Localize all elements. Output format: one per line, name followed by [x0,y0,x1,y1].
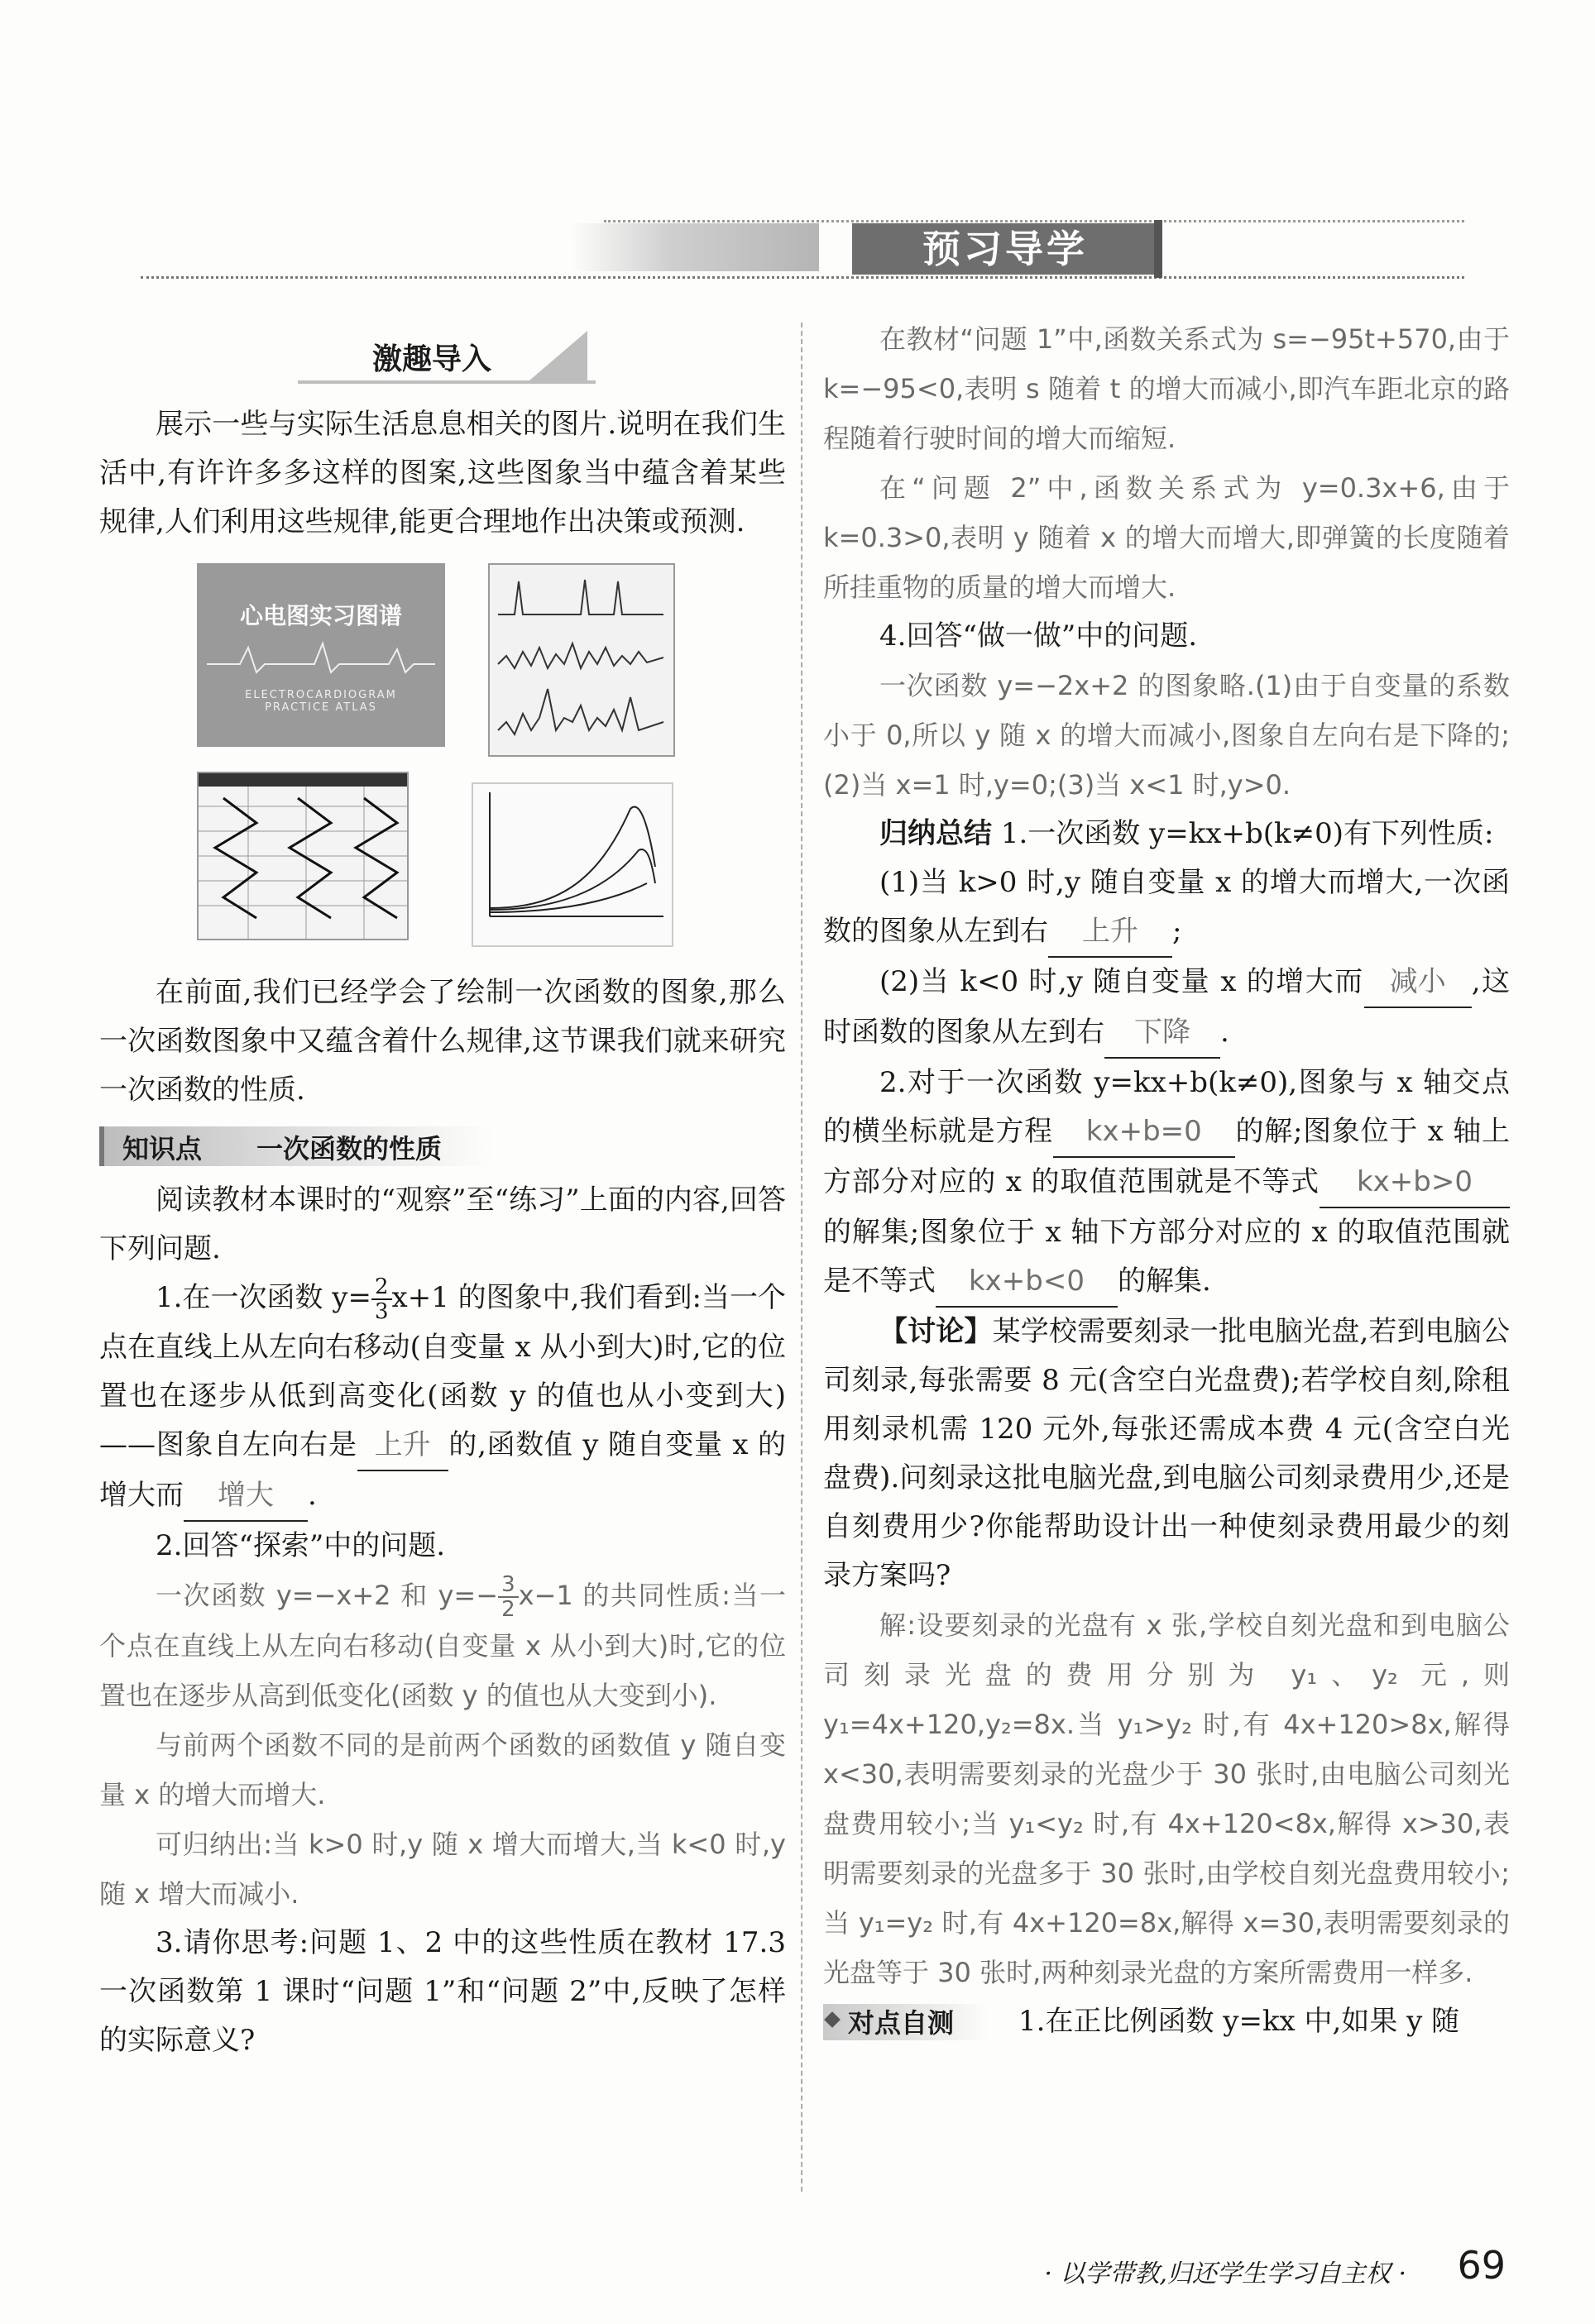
answer-4: 一次函数 y=−2x+2 的图象略.(1)由于自变量的系数小于 0,所以 y 随 x 的增大而减小,图象自左向右是下降的;(2)当 x=1 时,y=0;(3)当 x<1 时,y>0. [823,670,1510,801]
question-2: 2.回答“探索”中的问题. [156,1529,446,1562]
fraction-2-3: $\frac{2}{3}$ [371,1275,392,1323]
answer-blank-decrease[interactable]: 减小 [1364,958,1472,1008]
column-divider [801,323,802,2192]
self-test-row [823,1997,1510,2047]
summary-1a: (1)当 k>0 时,y 随自变量 x 的增大而增大,一次函数的图象从左到右 上升 ; [823,858,1510,958]
knowledge-point-heading [99,1123,786,1171]
footer-slogan: · 以学带教,归还学生学习自主权 · [1044,2259,1406,2288]
fig1-subtitle: ELECTROCARDIOGRAM PRACTICE ATLAS [245,689,397,714]
left-column [99,331,786,2065]
summary-1: 归纳总结 1.一次函数 y=kx+b(k≠0)有下列性质: [879,817,1494,850]
waveform-chart-image [488,563,675,757]
banner-rule [141,276,1464,279]
page-footer [927,2243,1506,2293]
answer-2-b: 与前两个函数不同的是前两个函数的函数值 y 随自变量 x 的增大而增大. [99,1729,786,1810]
discussion-label: 【讨论】 [879,1315,993,1348]
question-4: 4.回答“做一做”中的问题. [879,619,1198,653]
answer-blank-ineq-lt[interactable]: kx+b<0 [936,1257,1118,1308]
answer-2-a: 一次函数 y=−x+2 和 y=− $\frac{3}{2}$ x−1 的共同性质:当一个点在直线上从左向右移动(自变量 x 从小到大)时,它的位置也在逐步从高到低变化(函数 y 的值也从大变到小). [99,1572,786,1711]
answer-blank-fall[interactable]: 下降 [1104,1008,1220,1059]
ecg-trace [207,631,435,681]
fig1-title: 心电图实习图谱 [239,602,402,629]
front-paragraph: 在前面,我们已经学会了绘制一次函数的图象,那么一次函数图象中又蕴含着什么规律,这节课我们就来研究一次函数的性质. [99,976,786,1107]
kp-title: 一次函数的性质 [256,1133,443,1164]
figure-group [99,555,786,952]
ecg-book-cover-image [197,563,445,747]
kp-label: 知识点 [122,1133,203,1164]
answer-3-a: 在教材“问题 1”中,函数关系式为 s=−95t+570,由于 k=−95<0,表明 s 随着 t 的增大而减小,即汽车距北京的路程随着行驶时间的增大而缩短. [823,323,1510,454]
discussion-solution: 解:设要刻录的光盘有 x 张,学校自刻光盘和到电脑公司刻录光盘的费用分别为 y₁、y₂ 元,则 y₁=4x+120,y₂=8x.当 y₁>y₂ 时,有 4x+120>8x,解得 x<30,表明需要刻录的光盘少于 30 张时,由电脑公司刻光盘费用较小;当 y₁<y₂ 时,有 4x+120<8x,解得 x>30,表明需要刻录的光盘多于 30 张时,由学校自刻光盘费用较小;当 y₁=y₂ 时,有 4x+120=8x,解得 x=30,表明需要刻录的光盘等于 30 张时,两种刻录光盘的方案所需费用一样多. [823,1609,1510,1988]
self-test-question: 1.在正比例函数 y=kx 中,如果 y 随 [1018,2005,1460,2038]
answer-blank-rise[interactable]: 上升 [357,1421,448,1471]
scatter-table-image [197,772,409,940]
answer-blank-rise-2[interactable]: 上升 [1048,907,1172,958]
read-instruction: 阅读教材本课时的“观察”至“练习”上面的内容,回答下列问题. [99,1184,786,1265]
section-banner [141,217,1464,283]
answer-blank-increase[interactable]: 增大 [184,1471,308,1522]
intro-text: 展示一些与实际生活息息相关的图片.说明在我们生活中,有许许多多这样的图案,这些图象当中蕴含着某些规律,人们利用这些规律,能更合理地作出决策或预测. [99,408,786,538]
summary-2: 2.对于一次函数 y=kx+b(k≠0),图象与 x 轴交点的横坐标就是方程 kx+b=0 的解;图象位于 x 轴上方部分对应的 x 的取值范围就是不等式 kx+b>0的解集;图象位于 x 轴下方部分对应的 x 的取值范围就是不等式 kx+b<0 的解集. [823,1059,1510,1308]
right-column [823,314,1510,2047]
intro-title: 激趣导入 [372,342,492,376]
banner-title: 预习导学 [852,223,1158,275]
question-1: 1.在一次函数 y= $\frac{2}{3}$ x+1 的图象中,我们看到:当一个点在直线上从左向右移动(自变量 x 从小到大)时,它的位置也在逐步从低到高变化(函数 y 的值也从小变到大)——图象自左向右是 上升 的,函数值 y 随自变量 x 的增大而 增大 . [99,1274,786,1522]
self-test-label: 对点自测 [848,2007,955,2039]
summary-label: 归纳总结 [879,817,992,850]
summary-1b: (2)当 k<0 时,y 随自变量 x 的增大而 减小 ,这时函数的图象从左到右 下降 . [823,958,1510,1059]
intro-heading [99,331,786,389]
banner-rule-top [604,220,1464,222]
answer-3-b: 在“问题 2”中,函数关系式为 y=0.3x+6,由于 k=0.3>0,表明 y 随着 x 的增大而增大,即弹簧的长度随着所挂重物的质量的增大而增大. [823,472,1510,603]
fraction-3-2: $\frac{3}{2}$ [498,1573,519,1621]
curve-chart-image [472,782,673,947]
answer-blank-equation[interactable]: kx+b=0 [1053,1107,1235,1158]
answer-2-c: 可归纳出:当 k>0 时,y 随 x 增大而增大,当 k<0 时,y 随 x 增大而减小. [99,1829,786,1910]
question-3: 3.请你思考:问题 1、2 中的这些性质在教材 17.3 一次函数第 1 课时“问题 1”和“问题 2”中,反映了怎样的实际意义? [99,1926,786,2057]
discussion: 【讨论】某学校需要刻录一批电脑光盘,若到电脑公司刻录,每张需要 8 元(含空白光盘费);若学校自刻,除租用刻录机需 120 元外,每张还需成本费 4 元(含空白光盘费).问刻录这批电脑光盘,到电脑公司刻录费用少,还是自刻费用少?你能帮助设计出一种使刻录费用最少的刻录方案吗? [823,1315,1511,1592]
page-number: 69 [1457,2243,1506,2288]
answer-blank-ineq-gt[interactable]: kx+b>0 [1320,1158,1510,1208]
banner-shade [571,223,819,271]
banner-bar [1154,220,1162,278]
